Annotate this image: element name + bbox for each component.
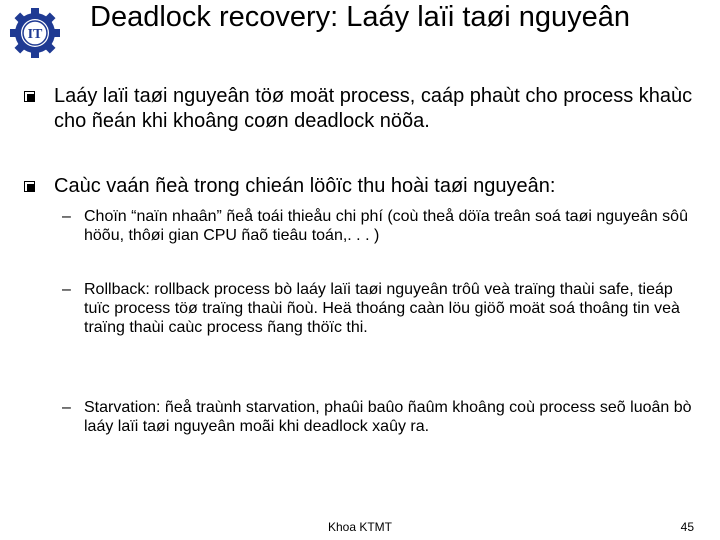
dash-bullet-icon: – xyxy=(62,281,71,298)
footer-label: Khoa KTMT xyxy=(327,520,393,534)
square-bullet-icon xyxy=(24,91,35,102)
sub-bullet-item-2 xyxy=(62,280,697,337)
sub-bullet-item-3 xyxy=(62,398,697,436)
logo-text: IT xyxy=(27,27,43,42)
square-bullet-icon xyxy=(24,181,35,192)
sub-bullet-text: Starvation: ñeå traùnh starvation, phaûi baûo ñaûm khoâng coù process seõ luoân bò laáy laïi taøi nguyeân moãi khi deadlock xaûy ra. xyxy=(84,399,692,435)
slide-title: Deadlock recovery: Laáy laïi taøi nguyeân xyxy=(90,1,631,33)
sub-bullet-text: Choïn “naïn nhaân” ñeå toái thieåu chi phí (coù theå döïa treân soá taøi nguyeân sôû höõu, thôøi gian CPU ñaõ tieâu toán,. . . ) xyxy=(84,208,688,244)
dash-bullet-icon: – xyxy=(62,399,71,416)
sub-bullet-text: Rollback: rollback process bò laáy laïi taøi nguyeân trôû veà traïng thaùi safe, tieáp tuïc process töø traïng thaùi ñoù. Heä thoáng caàn löu giöõ moät soá thoâng tin veà traïng thaùi caùc process ñang thöïc thi. xyxy=(84,281,680,336)
page-number: 45 xyxy=(680,520,694,534)
sub-bullet-item-1 xyxy=(62,207,697,245)
bullet-text: Laáy laïi taøi nguyeân töø moät process, caáp phaùt cho process khaùc cho ñeán khi khoâng coøn deadlock nöõa. xyxy=(54,85,693,132)
bullet-item-1 xyxy=(24,84,704,134)
gear-logo-graphic xyxy=(8,6,62,60)
bullet-item-2 xyxy=(24,174,704,199)
dash-bullet-icon: – xyxy=(62,208,71,225)
gear-logo-icon xyxy=(8,6,62,60)
bullet-text: Caùc vaán ñeà trong chieán löôïc thu hoài taøi nguyeân: xyxy=(54,175,556,197)
